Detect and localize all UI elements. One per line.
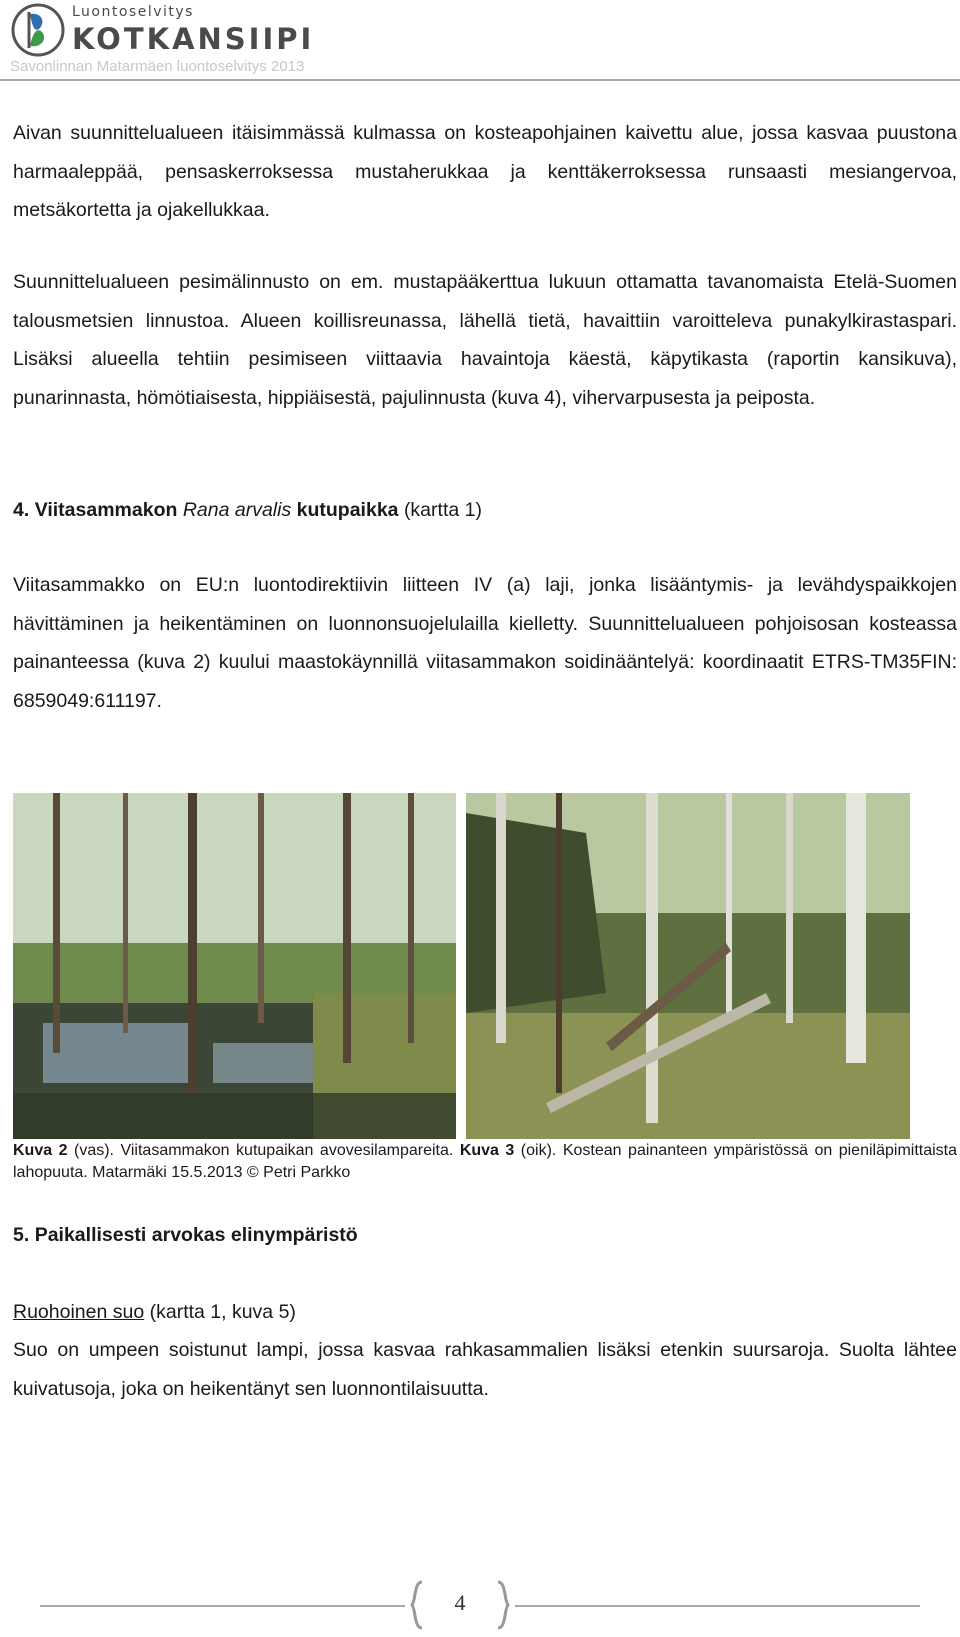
subsection-ref: (kartta 1, kuva 5)	[144, 1301, 296, 1323]
photo-caption	[13, 1140, 957, 1184]
brand-tagline: Luontoselvitys	[72, 4, 194, 20]
page-number: 4	[454, 1590, 466, 1615]
photo-moor-frog-ponds	[13, 793, 456, 1139]
caption-text-2: (oik). Kostean painanteen ympäristössä on pieniläpimittaista lahopuuta. Matarmäki 15.5.2013 © Petri Parkko	[13, 1142, 958, 1181]
section-4-term: kutupaikka	[296, 499, 399, 521]
footer-rule-left	[40, 1605, 405, 1607]
paragraph-alder-area: Aivan suunnittelualueen itäisimmässä kulmassa on kosteapohjainen kaivettu alue, jossa kasvaa puustona harmaaleppää, pensaskerroksessa mustaherukkaa ja kenttäkerroksessa runsaasti mesiangervoa, metsäkortetta ja ojakellukkaa.	[13, 122, 957, 221]
brand-name: KOTKANSIIPI	[72, 22, 315, 56]
document-title: Savonlinnan Matarmäen luontoselvitys 2013	[10, 58, 305, 75]
subsection-name: Ruohoinen suo	[13, 1301, 145, 1323]
paragraph-grassy-bog: Suo on umpeen soistunut lampi, jossa kasvaa rahkasammalien lisäksi etenkin suursaroja. Suolta lähtee kuivatusoja, joka on heikentänyt sen luonnontilaisuutta.	[13, 1339, 957, 1400]
caption-label-1: Kuva 2	[13, 1142, 68, 1159]
kotkansiipi-logo-icon	[10, 2, 66, 58]
right-brace-icon	[496, 1580, 510, 1630]
section-4-species: Rana arvalis	[182, 499, 292, 521]
section-4-ref: (kartta 1)	[403, 499, 482, 521]
paragraph-moor-frog: Viitasammakko on EU:n luontodirektiivin liitteen IV (a) laji, jonka lisääntymis- ja levähdyspaikkojen hävittäminen ja heikentäminen on luonnonsuojelulailla kielletty. Suunnittelualueen pohjoisosan kosteassa painanteessa (kuva 2) kuului maastokäynnillä viitasammakon soidinääntelyä: koordinaatit ETRS-TM35FIN: 6859049:611197.	[13, 574, 957, 712]
page-footer	[0, 1580, 960, 1630]
caption-text-1: (vas). Viitasammakon kutupaikan avovesilampareita.	[67, 1142, 460, 1159]
section-4-heading	[13, 495, 482, 525]
header-divider	[0, 79, 960, 81]
subsection-heading	[13, 1297, 296, 1327]
page-header	[0, 0, 960, 82]
section-5-heading	[13, 1220, 358, 1250]
photo-deadwood-depression	[466, 793, 910, 1139]
section-4-number: 4.	[13, 499, 30, 521]
paragraph-bird-fauna: Suunnittelualueen pesimälinnusto on em. mustapääkerttua lukuun ottamatta tavanomaista Etelä-Suomen talousmetsien linnustoa. Alueen koillisreunassa, lähellä tietä, havaittiin varoitteleva punakylkirastaspari. Lisäksi alueella tehtiin pesimiseen viittaavia havaintoja käestä, käpytikasta (raportin kansikuva), punarinnasta, hömötiaisesta, hippiäisestä, pajulinnusta (kuva 4), vihervarpusesta ja peiposta.	[13, 271, 957, 409]
caption-label-2: Kuva 3	[459, 1142, 515, 1159]
left-brace-icon	[410, 1580, 424, 1630]
section-4-name: Viitasammakon	[34, 499, 178, 521]
footer-rule-right	[515, 1605, 920, 1607]
section-5-number: 5.	[13, 1224, 30, 1246]
section-5-title: Paikallisesti arvokas elinympäristö	[34, 1224, 358, 1246]
